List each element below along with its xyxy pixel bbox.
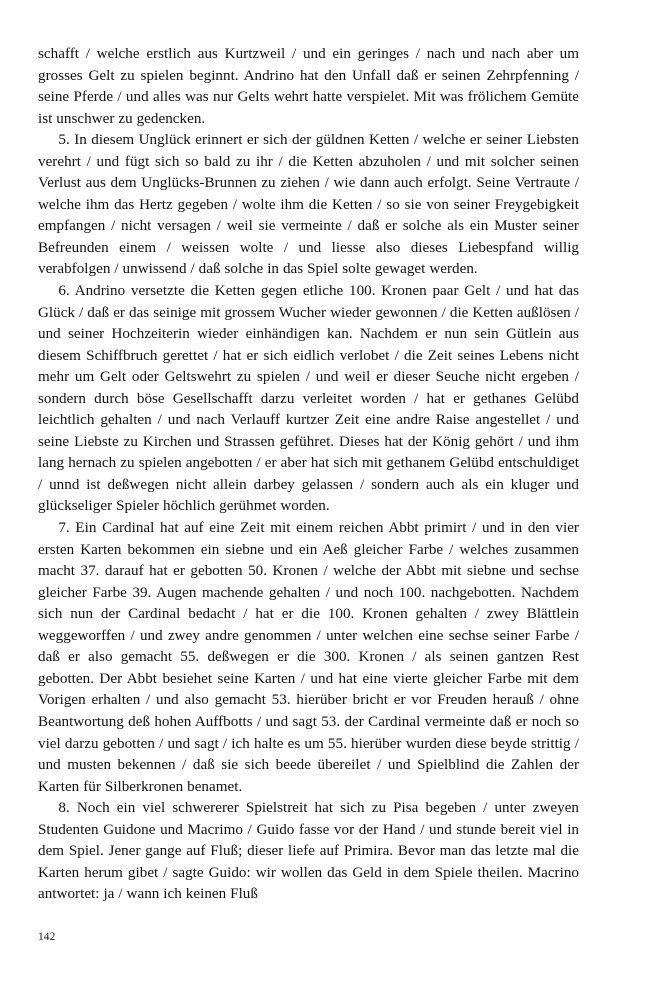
paragraph-6: 6. Andrino versetzte die Ketten gegen etliche 100. Kronen paar Gelt / und hat das Glück / daß er das seinige mit grossem Wucher wieder gewonnen / die Ketten außlösen / und seiner Hochzeiterin wieder einhändigen kan. Nachdem er nun sein Gütlein aus diesem Schiffbruch gerettet / hat er sich eidlich verlobet / die Zeit seines Lebens nicht mehr um Gelt oder Geltswehrt zu spielen / und weil er dieser Seuche nicht ergeben / sondern durch böse Gesellschafft darzu verleitet worden / hat er gethanes Gelübd leichtlich gehalten / und nach Verlauff kurtzer Zeit eine andre Raise angestellet / und seine Liebste zu Kirchen und Strassen geführet. Dieses hat der König gehört / und ihm lang hernach zu spielen angebotten / er aber hat sich mit gethanem Gelübd entschuldiget / unnd ist deßwegen nicht allein darbey gelassen / sondern auch als ein kluger und glückseliger Spieler höchlich gerühmet worden. xyxy=(38,283,579,515)
text-block xyxy=(38,44,579,906)
paragraph-continuation: schafft / welche erstlich aus Kurtzweil / und ein geringes / nach und nach aber um grosses Gelt zu spielen beginnt. Andrino hat den Unfall daß er seinen Zehrpfenning / seine Pferde / und alles was nur Gelts wehrt hatte verspielet. Mit was frölichem Gemüte ist unschwer zu gedencken. xyxy=(38,46,579,127)
paragraph-8: 8. Noch ein viel schwererer Spielstreit hat sich zu Pisa begeben / unter zweyen Studenten Guidone und Macrimo / Guido fasse vor der Hand / und stunde bereit viel in dem Spiel. Jener gange auf Fluß; dieser liefe auf Primira. Bevor man das letzte mal die Karten herum gibet / sagte Guido: wir wollen das Geld in dem Spiele theilen. Macrino antwortet: ja / wann ich keinen Fluß xyxy=(38,800,579,903)
page-number: 142 xyxy=(38,931,56,943)
paragraph-7: 7. Ein Cardinal hat auf eine Zeit mit einem reichen Abbt primirt / und in den vier ersten Karten bekommen ein siebne und ein Aeß gleicher Farbe / welches zusammen macht 37. darauf hat er gebotten 50. Kronen / welche der Abbt mit siebne und sechse gleicher Farbe 39. Augen machende gehalten / und noch 100. nachgebotten. Nachdem sich nun der Cardinal bedacht / hat er die 100. Kronen gehalten / zwey Blättlein weggeworffen / und zwey andre genommen / unter welchen eine sechse seiner Farbe / daß er also gemacht 55. deßwegen er die 300. Kronen / als seinen gantzen Rest gebotten. Der Abbt besiehet seine Karten / und hat eine vierte gleicher Farbe mit dem Vorigen erhalten / und also gemacht 53. hierüber bricht er vor Freuden herauß / ohne Beantwortung deß hohen Auffbotts / und sagt 53. der Cardinal vermeinte daß er noch so viel darzu gebotten / und sagt / ich halte es um 55. hierüber wurden diese beyde strittig / und musten bekennen / daß sie sich beede übereilet / und Spielblind die Zahlen der Karten für Silberkronen benamet. xyxy=(38,520,579,795)
paragraph-5: 5. In diesem Unglück erinnert er sich der güldnen Ketten / welche er seiner Liebsten verehrt / und fügt sich so bald zu ihr / die Ketten abzuholen / und mit solcher seinen Verlust aus dem Unglücks-Brunnen zu ziehen / wie dann auch erfolgt. Seine Vertraute / welche ihm das Hertz gegeben / wolte ihm die Ketten / so sie von seiner Freygebigkeit empfangen / nicht versagen / weil sie vermeinte / daß er solche als ein Muster seiner Befreunden einem / weissen wolte / und liesse also dieses Liebespfand willig verabfolgen / unwissend / daß solche in das Spiel solte gewaget werden. xyxy=(38,132,579,278)
